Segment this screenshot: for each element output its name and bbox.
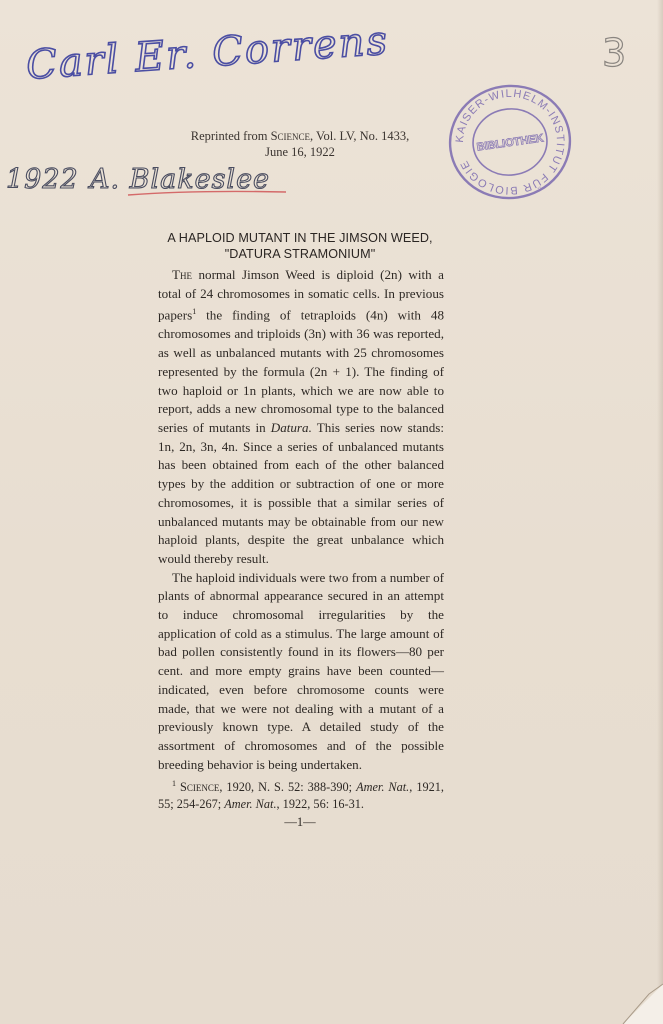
svg-text:3: 3 (602, 31, 627, 75)
footnote-ref: 1 (192, 307, 197, 317)
reprint-date: June 16, 1922 (265, 145, 335, 159)
page-number: —1— (284, 815, 316, 829)
footnote: $^1$ Science, 1920, N. S. 52: 388-390; Amer. Nat., 1921, 55; 254-267; Amer. Nat., 1922, 56: 16-31. (158, 779, 444, 812)
folded-corner (619, 980, 663, 1024)
handwritten-signature (22, 17, 391, 89)
stamp-ring-text: KAISER-WILHELM-INSTITUT FÜR BIOLOGIE (453, 87, 567, 197)
svg-text:1922: 1922 (6, 164, 79, 195)
handwritten-annotation (4, 160, 294, 200)
svg-text:Carl Er. Correns: Carl Er. Correns (24, 17, 391, 89)
stamp-center-text: BIBLIOTHEK (476, 132, 545, 154)
paper-edge-shadow (657, 0, 663, 1024)
reprint-notice (160, 128, 440, 160)
paragraph-1: The normal Jimson Weed is diploid (2n) with a total of 24 chromosomes in somatic cells. In previous papers$^1$ the finding of tetraploids (4n) with 48 chromosomes and triploids (3n) with 36 was reported, as well as unbalanced mutants with 25 chromosomes represented by the formula (2n + 1). The finding of two haploid or 1n plants, which we are now able to report, adds a new chromosomal type to the balanced series of mutants in Datura. This series now stands: 1n, 2n, 3n, 4n. Since a series of unbalanced mutants has been obtained from each of the other balanced types by the addition or subtraction of one or more chromosomes, it is possible that a similar series of unbalanced mutants may be obtainable from our new haploid plants, despite the great unbalance which would thereby result. (158, 267, 444, 566)
library-stamp (446, 82, 574, 202)
svg-text:A. Blakeslee: A. Blakeslee (90, 164, 271, 195)
reprint-line: Reprinted from Science, Vol. LV, No. 1433, (190, 129, 410, 143)
pencil-mark (596, 26, 636, 76)
article-body (158, 266, 444, 774)
article-title: A HAPLOID MUTANT IN THE JIMSON WEED, "DATURA STRAMONIUM" (167, 231, 433, 261)
paragraph-2: The haploid individuals were two from a number of plants of abnormal appearance secured in an attempt to induce chromosomal irregularities by the application of cold as a stimulus. The large amount of bad pollen consistently found in its flowers—80 per cent. and more empty grains have been counted—indicated, even before chromosome counts were made, that we were not dealing with a mutant of a previously known type. A detailed study of the assortment of chromosomes and of the possible breeding behavior is being undertaken. (158, 569, 444, 772)
